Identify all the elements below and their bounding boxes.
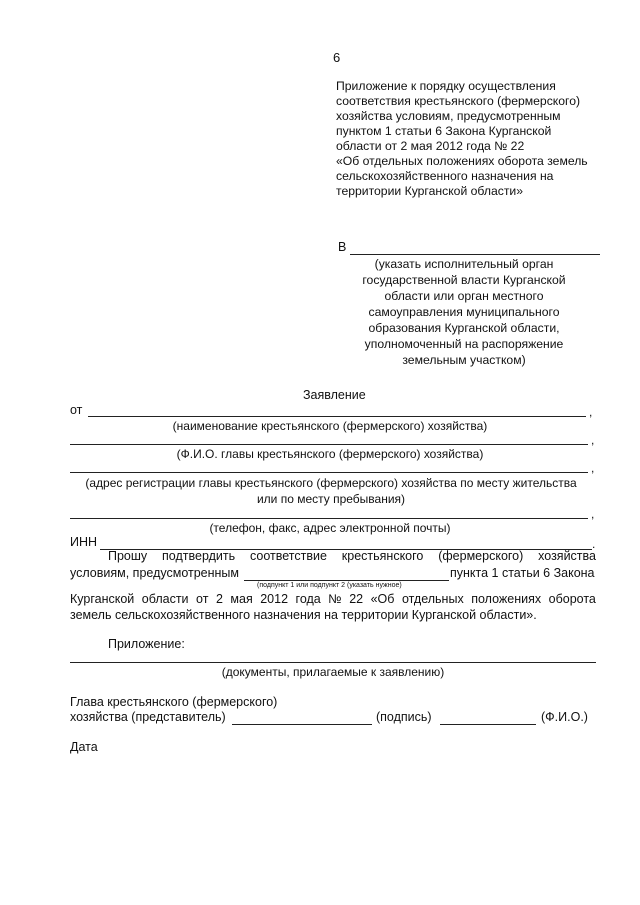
addressee-note (330, 256, 598, 368)
body-word: мая (230, 592, 253, 606)
body-word: положениях (471, 592, 542, 606)
header-line: сельскохозяйственного назначения на (336, 169, 554, 183)
signature-field[interactable] (232, 724, 372, 725)
subpoint-field[interactable] (244, 580, 449, 581)
body-word: Прошу (108, 549, 148, 563)
attachments-field[interactable] (70, 662, 596, 663)
from-prefix: от (70, 403, 83, 417)
body-word: хозяйства (538, 549, 596, 563)
inn-label: ИНН (70, 535, 98, 549)
fio-field[interactable] (440, 724, 536, 725)
contacts-field[interactable] (70, 518, 588, 519)
header-line: «Об отдельных положениях оборота земель (336, 154, 588, 168)
addressee-note-line: области или орган местного (384, 289, 544, 303)
comma: , (591, 507, 595, 521)
body-word: 2012 (260, 592, 289, 606)
addressee-prefix: В (338, 240, 347, 254)
body-word: 22 (349, 592, 364, 606)
body-word: от (196, 592, 209, 606)
body-word: № (328, 592, 342, 606)
caption-address-2: или по месту пребывания) (256, 492, 406, 506)
head-name-field[interactable] (70, 444, 588, 445)
addressee-field[interactable] (350, 254, 600, 255)
farm-name-field[interactable] (88, 416, 586, 417)
signer-line-2: хозяйства (представитель) (70, 710, 226, 724)
date-label: Дата (70, 740, 98, 754)
caption-contacts: (телефон, факс, адрес электронной почты) (209, 521, 451, 535)
header-line: пунктом 1 статьи 6 Закона Курганской (336, 124, 552, 138)
body-word: оборота (548, 592, 596, 606)
addressee-note-line: государственной власти Курганской (362, 273, 566, 287)
body-word: подтвердить (162, 549, 236, 563)
appendix-header (336, 79, 616, 199)
caption-signature: (подпись) (376, 710, 432, 724)
body-word: соответствие (250, 549, 327, 563)
attachments-label: Приложение: (108, 637, 185, 651)
body-row-2-left: условиям, предусмотренным (70, 566, 240, 580)
caption-address-1: (адрес регистрации главы крестьянского (фермерского) хозяйства по месту жительства (85, 476, 577, 490)
body-word: отдельных (401, 592, 464, 606)
header-line: соответствия крестьянского (фермерского) (336, 94, 581, 108)
addressee-note-line: (указать исполнительный орган (374, 257, 554, 271)
comma: , (591, 461, 595, 475)
subpoint-note: (подпункт 1 или подпункт 2 (указать нужное) (257, 582, 402, 589)
body-row-4: земель сельскохозяйственного назначения на территории Курганской области». (70, 608, 537, 622)
comma: , (589, 405, 593, 419)
addressee-note-line: образования Курганской области, (368, 321, 560, 335)
addressee-note-line: самоуправления муниципального (368, 305, 560, 319)
caption-fio: (Ф.И.О.) (541, 710, 588, 724)
body-word: (фермерского) (438, 549, 524, 563)
caption-farm-name: (наименование крестьянского (фермерского) хозяйства) (172, 419, 488, 433)
body-word: области (141, 592, 189, 606)
form-title: Заявление (303, 388, 366, 402)
addressee-note-line: уполномоченный на распоряжение (364, 337, 564, 351)
body-row-3 (70, 592, 596, 606)
caption-head-name: (Ф.И.О. главы крестьянского (фермерского) хозяйства) (176, 447, 484, 461)
comma: , (591, 433, 595, 447)
page-number: 6 (333, 50, 341, 65)
body-word: 2 (215, 592, 223, 606)
header-line: Приложение к порядку осуществления (336, 79, 556, 93)
header-line: хозяйства условиям, предусмотренным (336, 109, 561, 123)
caption-documents: (документы, прилагаемые к заявлению) (221, 665, 445, 679)
body-word: года (295, 592, 321, 606)
body-row-2-right: пункта 1 статьи 6 Закона (450, 566, 595, 580)
body-word: Курганской (70, 592, 135, 606)
period: . (592, 537, 596, 551)
body-row-1 (108, 549, 596, 563)
body-word: крестьянского (341, 549, 424, 563)
addressee-note-line: земельным участком) (402, 353, 526, 367)
header-line: территории Курганской области» (336, 184, 524, 198)
address-field[interactable] (70, 472, 588, 473)
body-word: «Об (370, 592, 395, 606)
header-line: области от 2 мая 2012 года № 22 (336, 139, 525, 153)
signer-line-1: Глава крестьянского (фермерского) (70, 695, 278, 709)
